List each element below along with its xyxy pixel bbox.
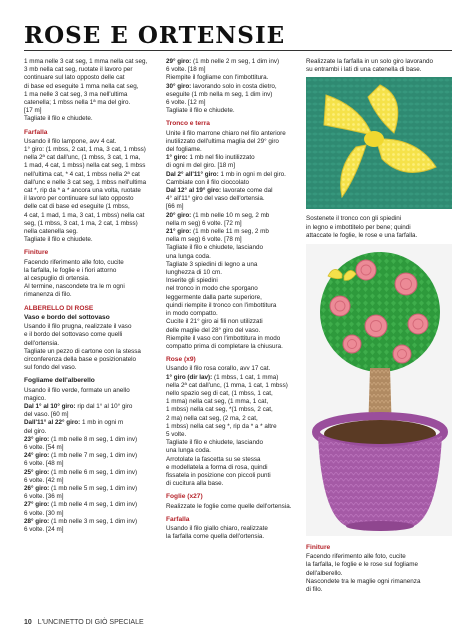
text-line: 23° giro: (1 mb nelle 8 m seg, 1 dim inv)	[24, 435, 138, 443]
farfalla-paragraph	[24, 138, 152, 245]
heading-finiture: Finiture	[24, 249, 49, 257]
heading-alberello: ALBERELLO DI ROSE	[24, 304, 94, 312]
text-line: nella catenella seg.	[24, 228, 78, 236]
text-line: di filo.	[306, 586, 323, 594]
text-line: 6 volte. [48 m]	[24, 460, 64, 468]
column-2	[166, 58, 292, 546]
tronco-paragraph	[166, 130, 292, 351]
column-1	[24, 58, 152, 539]
page-number: 10	[24, 619, 32, 626]
text-line: nella m seg) 6 volte. [78 m]	[166, 236, 242, 244]
text-line: rimanenza di filo.	[24, 291, 72, 299]
text-line: leggermente dalla parte superiore,	[166, 293, 262, 301]
text-line: Realizzate le foglie come quelle dell'ortensia.	[166, 502, 292, 510]
yellow-butterfly-icon	[306, 77, 452, 209]
text-line: 21° giro: (1 mb nelle 11 m seg, 2 mb	[166, 228, 269, 236]
text-line: 6 volte. [36 m]	[24, 493, 64, 501]
text-line: Unite il filo marrone chiaro nel filo anteriore	[166, 129, 286, 137]
caption-tree	[306, 215, 452, 240]
fogliame-paragraph	[24, 387, 152, 535]
text-line: 6 volte. [24 m]	[24, 525, 64, 533]
text-line: lunghezza di 10 cm.	[166, 269, 223, 277]
text-line: 4 cat, 1 mad, 1 ma, 3 cat, 1 mbss) nella cat	[24, 211, 145, 219]
heading-vaso: Vaso e bordo del sottovaso	[24, 313, 110, 321]
text-line: Arrotolate la fascetta su se stessa	[166, 455, 261, 463]
text-line: in legno e imbottitelo per bene; quindi	[306, 223, 411, 231]
text-line: magico.	[24, 394, 47, 402]
text-line: attaccate le foglie, le rose e una farfalla.	[306, 231, 418, 239]
finiture-paragraph	[24, 259, 152, 300]
text-line: eseguite (1 mb nella m seg, 1 dim inv)	[166, 90, 273, 98]
text-line: delle maglie del 28° giro del vaso.	[166, 326, 261, 334]
text-line: delle cat di base ed eseguite (1 mbss,	[24, 203, 130, 211]
text-line: 6 volte. [54 m]	[24, 443, 64, 451]
text-line: Tagliate il filo e chiudete.	[24, 236, 93, 244]
rose-tree-icon	[306, 244, 452, 536]
text-line: Nascondete tra le maglie ogni rimanenza	[306, 577, 421, 585]
text-line: 30° giro: lavorando solo in costa dietro,	[166, 82, 277, 90]
heading-rose: Rose (x9)	[166, 356, 196, 364]
text-line: Riempite il vaso con l'imbottitura in modo	[166, 334, 281, 342]
text-line: Facendo riferimento alle foto, cucite	[306, 553, 406, 561]
text-line: quindi riempite il tronco con l'imbottitura	[166, 301, 277, 309]
text-line: di cucitura alla base.	[166, 480, 224, 488]
text-line: Usando il filo rosa corallo, avv 17 cat.	[166, 365, 271, 373]
text-line: nella 2ª cat dall'unc, (1 mma, 1 cat, 1 mbss)	[166, 381, 288, 389]
rose-tree-photo	[306, 244, 452, 536]
text-line: Usando il filo prugna, realizzate il vaso	[24, 323, 132, 331]
text-line: [66 m]	[166, 203, 184, 211]
text-line: 1 ma nelle 3 cat seg, 3 ma nell'ultima	[24, 90, 128, 98]
text-line: 1 mbss) nella cat seg, *(1 mbss, 2 cat,	[166, 406, 273, 414]
text-line: 25° giro: (1 mb nelle 6 m seg, 1 dim inv)	[24, 468, 138, 476]
text-line: 27° giro: (1 mb nelle 4 m seg, 1 dim inv)	[24, 501, 138, 509]
text-line: 1 mma nelle 3 cat seg, 1 mma nella cat seg,	[24, 58, 148, 65]
text-line: 28° giro: (1 mb nelle 3 m seg, 1 dim inv)	[24, 517, 138, 525]
text-line: Al termine, nascondete tra le m ogni	[24, 283, 125, 291]
text-line: la farfalla, le foglie e le rose sul fogliame	[306, 561, 419, 569]
text-line: 6 volte. [18 m]	[166, 66, 206, 74]
caption-butterfly	[306, 58, 452, 74]
text-line: 1 mma) nella cat seg, (1 mma, 1 cat,	[166, 398, 269, 406]
text-line: 3 mb nella cat seg, ruotate il lavoro per	[24, 66, 133, 74]
text-line: Tagliate il filo e chiudete, lasciando	[166, 439, 263, 447]
text-line: inutilizzato dell'ultima maglia del 29° giro	[166, 137, 279, 145]
text-line: 26° giro: (1 mb nelle 5 m seg, 1 dim inv)	[24, 484, 138, 492]
text-line: nell'ultima cat, * 4 cat, 1 mbss nella 2ª cat	[24, 170, 140, 178]
text-line: la farfalla come quella dell'ortensia.	[166, 533, 265, 541]
text-line: e il bordo del sottovaso come quelli	[24, 331, 123, 339]
text-line: su entrambi i lati di una catenella di base.	[306, 66, 422, 74]
title-divider	[24, 50, 452, 51]
text-line: Usando il filo verde, formate un anello	[24, 386, 130, 394]
heading-fogliame: Fogliame dell'alberello	[24, 377, 95, 385]
text-line: 29° giro: (1 mb nelle 2 m seg, 1 dim inv)	[166, 58, 280, 65]
text-line: 6 volte. [42 m]	[24, 476, 64, 484]
text-line: 6 volte. [30 m]	[24, 509, 64, 517]
text-line: cat *, rip da * a * ancora una volta, ruotate	[24, 187, 141, 195]
text-line: Cucite il 21° giro ai fili non utilizzati	[166, 318, 263, 326]
intro-paragraph	[24, 58, 152, 124]
text-line: Dal 2° all'11° giro: 1 mb in ogni m del giro.	[166, 170, 286, 178]
text-line: dell'alberello.	[306, 569, 343, 577]
text-line: [17 m]	[24, 107, 42, 115]
text-line: una lunga coda.	[166, 447, 211, 455]
column-3	[306, 58, 452, 599]
text-line: 2 ma) nella cat seg, (2 ma, 2 cat,	[166, 414, 258, 422]
text-line: Sostenete il tronco con gli spiedini	[306, 215, 402, 223]
text-line: di base ed eseguite 1 mma nella cat seg,	[24, 82, 139, 90]
text-line: catenella; 1 mbss nella 1ª ma del giro.	[24, 99, 131, 107]
text-line: Tagliate un pezzo di cartone con la stessa	[24, 347, 141, 355]
text-line: del giro.	[24, 427, 47, 435]
page-title: ROSE E ORTENSIE	[24, 22, 286, 49]
text-line: del vaso. [60 m]	[24, 411, 69, 419]
text-line: Dall'11° al 22° giro: 1 mb in ogni m	[24, 419, 124, 427]
text-line: 4° all'11° giro del vaso dell'ortensia.	[166, 195, 265, 203]
text-line: 6 volte. [12 m]	[166, 99, 206, 107]
text-line: 1 mad, 4 cat, 1 mbss) nella cat seg, 1 mbss	[24, 162, 146, 170]
text-line: nella 2ª cat dall'unc, (1 mbss, 3 cat, 1 ma,	[24, 154, 141, 162]
magazine-name: L'UNCINETTO DI GIÒ SPECIALE	[37, 619, 144, 626]
text-line: 1° giro: (1 mbss, 2 cat, 1 ma, 3 cat, 1 mbss)	[24, 146, 146, 154]
farfalla-2-paragraph	[166, 525, 292, 541]
heading-finiture-2: Finiture	[306, 544, 331, 552]
text-line: il lavoro per continuare sul lato opposto	[24, 195, 134, 203]
butterfly-photo	[306, 77, 452, 209]
text-line: Cambiate con il filo cioccolato	[166, 178, 249, 186]
text-line: Usando il filo lampone, avv 4 cat.	[24, 137, 117, 145]
heading-foglie: Foglie (x27)	[166, 493, 203, 501]
text-line: nello spazio seg di cat, (1 mbss, 1 cat,	[166, 389, 273, 397]
text-line: nella m seg) 6 volte. [72 m]	[166, 219, 242, 227]
text-line: fissatela in posizione con piccoli punti	[166, 471, 271, 479]
text-line: 24° giro: (1 mb nelle 7 m seg, 1 dim inv)	[24, 452, 138, 460]
text-line: una lunga coda.	[166, 252, 211, 260]
text-line: compatto prima di completare la chiusura.	[166, 342, 283, 350]
text-line: del fogliame.	[166, 146, 202, 154]
text-line: dall'unc e nelle 3 cat seg, 1 mbss nell'ultima	[24, 178, 147, 186]
text-line: Tagliate il filo e chiudete, lasciando	[166, 244, 263, 252]
foglie-paragraph	[166, 503, 292, 511]
text-line: al cespuglio di ortensia.	[24, 275, 90, 283]
page-footer	[24, 619, 144, 626]
text-line: 1° giro (dir lav): (1 mbss, 1 cat, 1 mma)	[166, 373, 279, 381]
vaso-paragraph	[24, 323, 152, 372]
text-line: 1 mbss) nella cat seg *, rip da * a * altre	[166, 422, 277, 430]
text-line: circonferenza della base e posizionatelo	[24, 355, 137, 363]
text-line: 1° giro: 1 mb nel filo inutilizzato	[166, 154, 255, 162]
heading-tronco: Tronco e terra	[166, 120, 210, 128]
heading-farfalla-2: Farfalla	[166, 515, 190, 523]
text-line: seg, (1 mbss, 3 cat, 1 ma, 2 cat, 1 mbss)	[24, 219, 138, 227]
text-line: Inserite gli spiedini	[166, 277, 218, 285]
text-line: di ogni m del giro. [18 m]	[166, 162, 235, 170]
text-line: Usando il filo giallo chiaro, realizzate	[166, 524, 268, 532]
heading-farfalla: Farfalla	[24, 128, 48, 136]
text-line: Riempite il fogliame con l'imbottitura.	[166, 74, 269, 82]
text-line: Facendo riferimento alle foto, cucite	[24, 258, 124, 266]
text-line: dell'ortensia.	[24, 339, 60, 347]
text-line: e modellatela a forma di rosa, quindi	[166, 463, 268, 471]
text-line: in modo compatto.	[166, 310, 218, 318]
text-line: Tagliate il filo e chiudete.	[166, 107, 235, 115]
rose-paragraph	[166, 365, 292, 488]
text-line: Realizzate la farfalla in un solo giro lavorando	[306, 58, 434, 65]
text-line: continuare sul lato opposto delle cat	[24, 74, 125, 82]
text-line: 20° giro: (1 mb nelle 10 m seg, 2 mb	[166, 211, 270, 219]
finiture-2-paragraph	[306, 553, 452, 594]
fogliame-continued-paragraph	[166, 58, 292, 115]
text-line: Tagliate 3 spiedini di legno a una	[166, 260, 258, 268]
text-line: Dal 12° al 19° giro: lavorate come dal	[166, 187, 273, 195]
text-line: Dal 1° al 10° giro: rip dal 1° al 10° giro	[24, 402, 133, 410]
text-line: 5 volte.	[166, 430, 187, 438]
text-line: la farfalla, le foglie e i fiori attorno	[24, 266, 117, 274]
text-line: Tagliate il filo e chiudete.	[24, 115, 93, 123]
text-line: nel tronco in modo che sporgano	[166, 285, 258, 293]
text-line: sul fondo del vaso.	[24, 364, 77, 372]
